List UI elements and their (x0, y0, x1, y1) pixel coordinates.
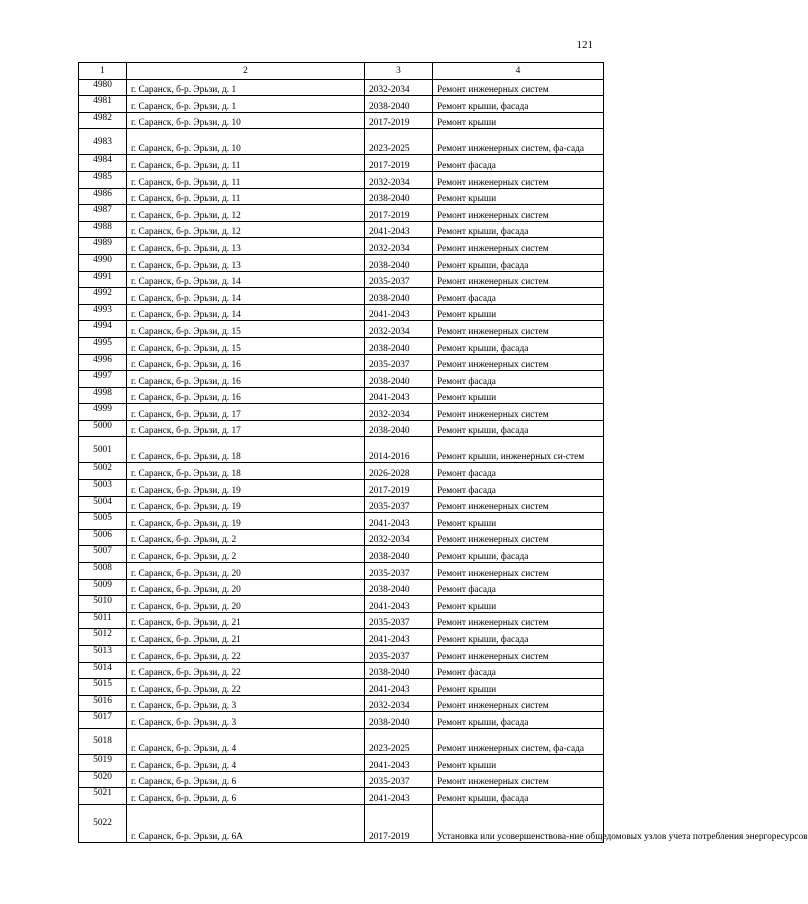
work-type-cell: Ремонт фасада (433, 662, 604, 679)
column-header-3: 3 (365, 63, 433, 80)
table-row (79, 321, 604, 338)
table-row (79, 354, 604, 371)
table-row (79, 695, 604, 712)
table-row (79, 728, 604, 754)
address-cell: г. Саранск, б-р. Эрьзи, д. 13 (127, 254, 365, 271)
work-type-cell: Ремонт крыши, фасада (433, 629, 604, 646)
address-cell: г. Саранск, б-р. Эрьзи, д. 3 (127, 712, 365, 729)
row-number-cell: 5022 (79, 804, 127, 842)
table-row (79, 579, 604, 596)
work-type-cell: Ремонт крыши (433, 754, 604, 771)
table-row (79, 271, 604, 288)
work-type-cell: Ремонт крыши (433, 679, 604, 696)
table-header-row (79, 63, 604, 80)
period-cell: 2038-2040 (365, 712, 433, 729)
row-number-cell: 4988 (79, 221, 127, 238)
period-cell: 2041-2043 (365, 754, 433, 771)
period-cell: 2032-2034 (365, 529, 433, 546)
row-number-cell: 5010 (79, 596, 127, 613)
period-cell: 2035-2037 (365, 271, 433, 288)
period-cell: 2041-2043 (365, 513, 433, 530)
table-row (79, 129, 604, 155)
period-cell: 2023-2025 (365, 129, 433, 155)
period-cell: 2017-2019 (365, 155, 433, 172)
work-type-cell: Ремонт крыши (433, 304, 604, 321)
work-type-cell: Ремонт крыши, фасада (433, 96, 604, 113)
row-number-cell: 4986 (79, 188, 127, 205)
address-cell: г. Саранск, б-р. Эрьзи, д. 18 (127, 437, 365, 463)
address-cell: г. Саранск, б-р. Эрьзи, д. 16 (127, 387, 365, 404)
period-cell: 2038-2040 (365, 371, 433, 388)
period-cell: 2038-2040 (365, 188, 433, 205)
period-cell: 2035-2037 (365, 646, 433, 663)
work-type-cell: Ремонт фасада (433, 288, 604, 305)
period-cell: 2017-2019 (365, 480, 433, 497)
work-type-cell: Ремонт крыши, фасада (433, 337, 604, 354)
address-cell: г. Саранск, б-р. Эрьзи, д. 11 (127, 171, 365, 188)
period-cell: 2017-2019 (365, 804, 433, 842)
work-type-cell: Ремонт инженерных систем (433, 646, 604, 663)
row-number-cell: 5002 (79, 463, 127, 480)
address-cell: г. Саранск, б-р. Эрьзи, д. 4 (127, 754, 365, 771)
table-row (79, 662, 604, 679)
table-row (79, 205, 604, 222)
work-type-cell: Ремонт фасада (433, 480, 604, 497)
period-cell: 2023-2025 (365, 728, 433, 754)
row-number-cell: 4981 (79, 96, 127, 113)
row-number-cell: 4998 (79, 387, 127, 404)
address-cell: г. Саранск, б-р. Эрьзи, д. 14 (127, 288, 365, 305)
period-cell: 2038-2040 (365, 420, 433, 437)
address-cell: г. Саранск, б-р. Эрьзи, д. 19 (127, 496, 365, 513)
address-cell: г. Саранск, б-р. Эрьзи, д. 14 (127, 271, 365, 288)
row-number-cell: 4987 (79, 205, 127, 222)
period-cell: 2026-2028 (365, 463, 433, 480)
work-type-cell: Ремонт крыши (433, 188, 604, 205)
work-type-cell: Ремонт инженерных систем (433, 404, 604, 421)
period-cell: 2041-2043 (365, 596, 433, 613)
row-number-cell: 5016 (79, 695, 127, 712)
row-number-cell: 5017 (79, 712, 127, 729)
table-row (79, 646, 604, 663)
table-row (79, 563, 604, 580)
table-row (79, 171, 604, 188)
column-header-4: 4 (433, 63, 604, 80)
work-type-cell: Ремонт крыши, фасада (433, 788, 604, 805)
row-number-cell: 4994 (79, 321, 127, 338)
work-type-cell: Ремонт крыши, фасада (433, 546, 604, 563)
address-cell: г. Саранск, б-р. Эрьзи, д. 20 (127, 563, 365, 580)
repair-schedule-table (78, 62, 808, 843)
table-row (79, 221, 604, 238)
table-row (79, 612, 604, 629)
table-row (79, 754, 604, 771)
table-row (79, 387, 604, 404)
row-number-cell: 5011 (79, 612, 127, 629)
period-cell: 2041-2043 (365, 788, 433, 805)
table-row (79, 188, 604, 205)
address-cell: г. Саранск, б-р. Эрьзи, д. 12 (127, 221, 365, 238)
address-cell: г. Саранск, б-р. Эрьзи, д. 3 (127, 695, 365, 712)
table-row (79, 155, 604, 172)
table-row (79, 712, 604, 729)
period-cell: 2041-2043 (365, 387, 433, 404)
table-row (79, 596, 604, 613)
work-type-cell: Ремонт фасада (433, 155, 604, 172)
work-type-cell: Ремонт инженерных систем (433, 529, 604, 546)
table-row (79, 788, 604, 805)
row-number-cell: 5021 (79, 788, 127, 805)
address-cell: г. Саранск, б-р. Эрьзи, д. 6 (127, 788, 365, 805)
period-cell: 2035-2037 (365, 496, 433, 513)
row-number-cell: 4995 (79, 337, 127, 354)
table-row (79, 371, 604, 388)
address-cell: г. Саранск, б-р. Эрьзи, д. 11 (127, 155, 365, 172)
row-number-cell: 5019 (79, 754, 127, 771)
period-cell: 2035-2037 (365, 563, 433, 580)
address-cell: г. Саранск, б-р. Эрьзи, д. 16 (127, 371, 365, 388)
work-type-cell: Ремонт крыши, фасада (433, 420, 604, 437)
table-row (79, 337, 604, 354)
period-cell: 2038-2040 (365, 662, 433, 679)
work-type-cell: Установка или усовершенствова-ние общедомовых узлов учета потребления энергоресурсов (433, 804, 604, 842)
work-type-cell: Ремонт инженерных систем (433, 563, 604, 580)
work-type-cell: Ремонт инженерных систем (433, 612, 604, 629)
work-type-cell: Ремонт крыши (433, 596, 604, 613)
work-type-cell: Ремонт фасада (433, 371, 604, 388)
period-cell: 2038-2040 (365, 254, 433, 271)
page-number: 121 (576, 39, 593, 51)
work-type-cell: Ремонт инженерных систем (433, 354, 604, 371)
work-type-cell: Ремонт инженерных систем (433, 79, 604, 96)
address-cell: г. Саранск, б-р. Эрьзи, д. 10 (127, 129, 365, 155)
period-cell: 2041-2043 (365, 629, 433, 646)
period-cell: 2041-2043 (365, 679, 433, 696)
table-row (79, 496, 604, 513)
period-cell: 2041-2043 (365, 221, 433, 238)
table-row (79, 804, 604, 842)
address-cell: г. Саранск, б-р. Эрьзи, д. 6 (127, 771, 365, 788)
address-cell: г. Саранск, б-р. Эрьзи, д. 2 (127, 546, 365, 563)
work-type-cell: Ремонт фасада (433, 463, 604, 480)
row-number-cell: 4999 (79, 404, 127, 421)
period-cell: 2032-2034 (365, 171, 433, 188)
row-number-cell: 5009 (79, 579, 127, 596)
period-cell: 2038-2040 (365, 546, 433, 563)
address-cell: г. Саранск, б-р. Эрьзи, д. 22 (127, 662, 365, 679)
table-row (79, 771, 604, 788)
table-row (79, 679, 604, 696)
work-type-cell: Ремонт инженерных систем, фа-сада (433, 728, 604, 754)
address-cell: г. Саранск, б-р. Эрьзи, д. 16 (127, 354, 365, 371)
work-type-cell: Ремонт крыши (433, 112, 604, 129)
work-type-cell: Ремонт инженерных систем, фа-сада (433, 129, 604, 155)
work-type-cell: Ремонт инженерных систем (433, 205, 604, 222)
period-cell: 2038-2040 (365, 288, 433, 305)
address-cell: г. Саранск, б-р. Эрьзи, д. 19 (127, 480, 365, 497)
address-cell: г. Саранск, б-р. Эрьзи, д. 19 (127, 513, 365, 530)
period-cell: 2032-2034 (365, 321, 433, 338)
row-number-cell: 5020 (79, 771, 127, 788)
table-row (79, 420, 604, 437)
period-cell: 2017-2019 (365, 112, 433, 129)
work-type-cell: Ремонт инженерных систем (433, 238, 604, 255)
work-type-cell: Ремонт крыши, фасада (433, 712, 604, 729)
period-cell: 2038-2040 (365, 579, 433, 596)
row-number-cell: 4982 (79, 112, 127, 129)
work-type-cell: Ремонт инженерных систем (433, 496, 604, 513)
table-row (79, 513, 604, 530)
table-row (79, 546, 604, 563)
row-number-cell: 5018 (79, 728, 127, 754)
address-cell: г. Саранск, б-р. Эрьзи, д. 6А (127, 804, 365, 842)
table-row (79, 112, 604, 129)
work-type-cell: Ремонт крыши, фасада (433, 221, 604, 238)
address-cell: г. Саранск, б-р. Эрьзи, д. 13 (127, 238, 365, 255)
address-cell: г. Саранск, б-р. Эрьзи, д. 2 (127, 529, 365, 546)
address-cell: г. Саранск, б-р. Эрьзи, д. 21 (127, 612, 365, 629)
row-number-cell: 4980 (79, 79, 127, 96)
row-number-cell: 4983 (79, 129, 127, 155)
table-row (79, 96, 604, 113)
row-number-cell: 4992 (79, 288, 127, 305)
row-number-cell: 5000 (79, 420, 127, 437)
row-number-cell: 4985 (79, 171, 127, 188)
row-number-cell: 4984 (79, 155, 127, 172)
address-cell: г. Саранск, б-р. Эрьзи, д. 22 (127, 679, 365, 696)
row-number-cell: 4991 (79, 271, 127, 288)
row-number-cell: 5008 (79, 563, 127, 580)
row-number-cell: 5003 (79, 480, 127, 497)
table-row (79, 480, 604, 497)
row-number-cell: 4989 (79, 238, 127, 255)
period-cell: 2014-2016 (365, 437, 433, 463)
work-type-cell: Ремонт крыши, фасада (433, 254, 604, 271)
row-number-cell: 4996 (79, 354, 127, 371)
address-cell: г. Саранск, б-р. Эрьзи, д. 15 (127, 337, 365, 354)
row-number-cell: 4990 (79, 254, 127, 271)
table-row (79, 288, 604, 305)
period-cell: 2017-2019 (365, 205, 433, 222)
address-cell: г. Саранск, б-р. Эрьзи, д. 20 (127, 579, 365, 596)
address-cell: г. Саранск, б-р. Эрьзи, д. 15 (127, 321, 365, 338)
work-type-cell: Ремонт инженерных систем (433, 771, 604, 788)
column-header-1: 1 (79, 63, 127, 80)
address-cell: г. Саранск, б-р. Эрьзи, д. 20 (127, 596, 365, 613)
address-cell: г. Саранск, б-р. Эрьзи, д. 14 (127, 304, 365, 321)
address-cell: г. Саранск, б-р. Эрьзи, д. 17 (127, 404, 365, 421)
period-cell: 2032-2034 (365, 695, 433, 712)
address-cell: г. Саранск, б-р. Эрьзи, д. 11 (127, 188, 365, 205)
row-number-cell: 5006 (79, 529, 127, 546)
address-cell: г. Саранск, б-р. Эрьзи, д. 4 (127, 728, 365, 754)
period-cell: 2032-2034 (365, 238, 433, 255)
table-row (79, 238, 604, 255)
period-cell: 2041-2043 (365, 304, 433, 321)
table-body (79, 79, 808, 842)
work-type-cell: Ремонт инженерных систем (433, 695, 604, 712)
row-number-cell: 5001 (79, 437, 127, 463)
address-cell: г. Саранск, б-р. Эрьзи, д. 1 (127, 79, 365, 96)
row-number-cell: 5007 (79, 546, 127, 563)
work-type-cell: Ремонт крыши (433, 387, 604, 404)
period-cell: 2035-2037 (365, 612, 433, 629)
row-number-cell: 4997 (79, 371, 127, 388)
address-cell: г. Саранск, б-р. Эрьзи, д. 21 (127, 629, 365, 646)
row-number-cell: 5013 (79, 646, 127, 663)
table-row (79, 437, 604, 463)
table-row (79, 629, 604, 646)
address-cell: г. Саранск, б-р. Эрьзи, д. 12 (127, 205, 365, 222)
column-header-2: 2 (127, 63, 365, 80)
period-cell: 2035-2037 (365, 771, 433, 788)
period-cell: 2035-2037 (365, 354, 433, 371)
table-row (79, 404, 604, 421)
work-type-cell: Ремонт инженерных систем (433, 271, 604, 288)
address-cell: г. Саранск, б-р. Эрьзи, д. 18 (127, 463, 365, 480)
table-row (79, 254, 604, 271)
row-number-cell: 5015 (79, 679, 127, 696)
work-type-cell: Ремонт инженерных систем (433, 321, 604, 338)
period-cell: 2032-2034 (365, 79, 433, 96)
table-row (79, 463, 604, 480)
row-number-cell: 5014 (79, 662, 127, 679)
address-cell: г. Саранск, б-р. Эрьзи, д. 17 (127, 420, 365, 437)
work-type-cell: Ремонт крыши, инженерных си-стем (433, 437, 604, 463)
row-number-cell: 5012 (79, 629, 127, 646)
period-cell: 2038-2040 (365, 96, 433, 113)
address-cell: г. Саранск, б-р. Эрьзи, д. 22 (127, 646, 365, 663)
table-row (79, 529, 604, 546)
work-type-cell: Ремонт инженерных систем (433, 171, 604, 188)
address-cell: г. Саранск, б-р. Эрьзи, д. 10 (127, 112, 365, 129)
row-number-cell: 4993 (79, 304, 127, 321)
address-cell: г. Саранск, б-р. Эрьзи, д. 1 (127, 96, 365, 113)
period-cell: 2032-2034 (365, 404, 433, 421)
table-row (79, 79, 604, 96)
period-cell: 2038-2040 (365, 337, 433, 354)
row-number-cell: 5004 (79, 496, 127, 513)
work-type-cell: Ремонт фасада (433, 579, 604, 596)
work-type-cell: Ремонт крыши (433, 513, 604, 530)
table-row (79, 304, 604, 321)
row-number-cell: 5005 (79, 513, 127, 530)
